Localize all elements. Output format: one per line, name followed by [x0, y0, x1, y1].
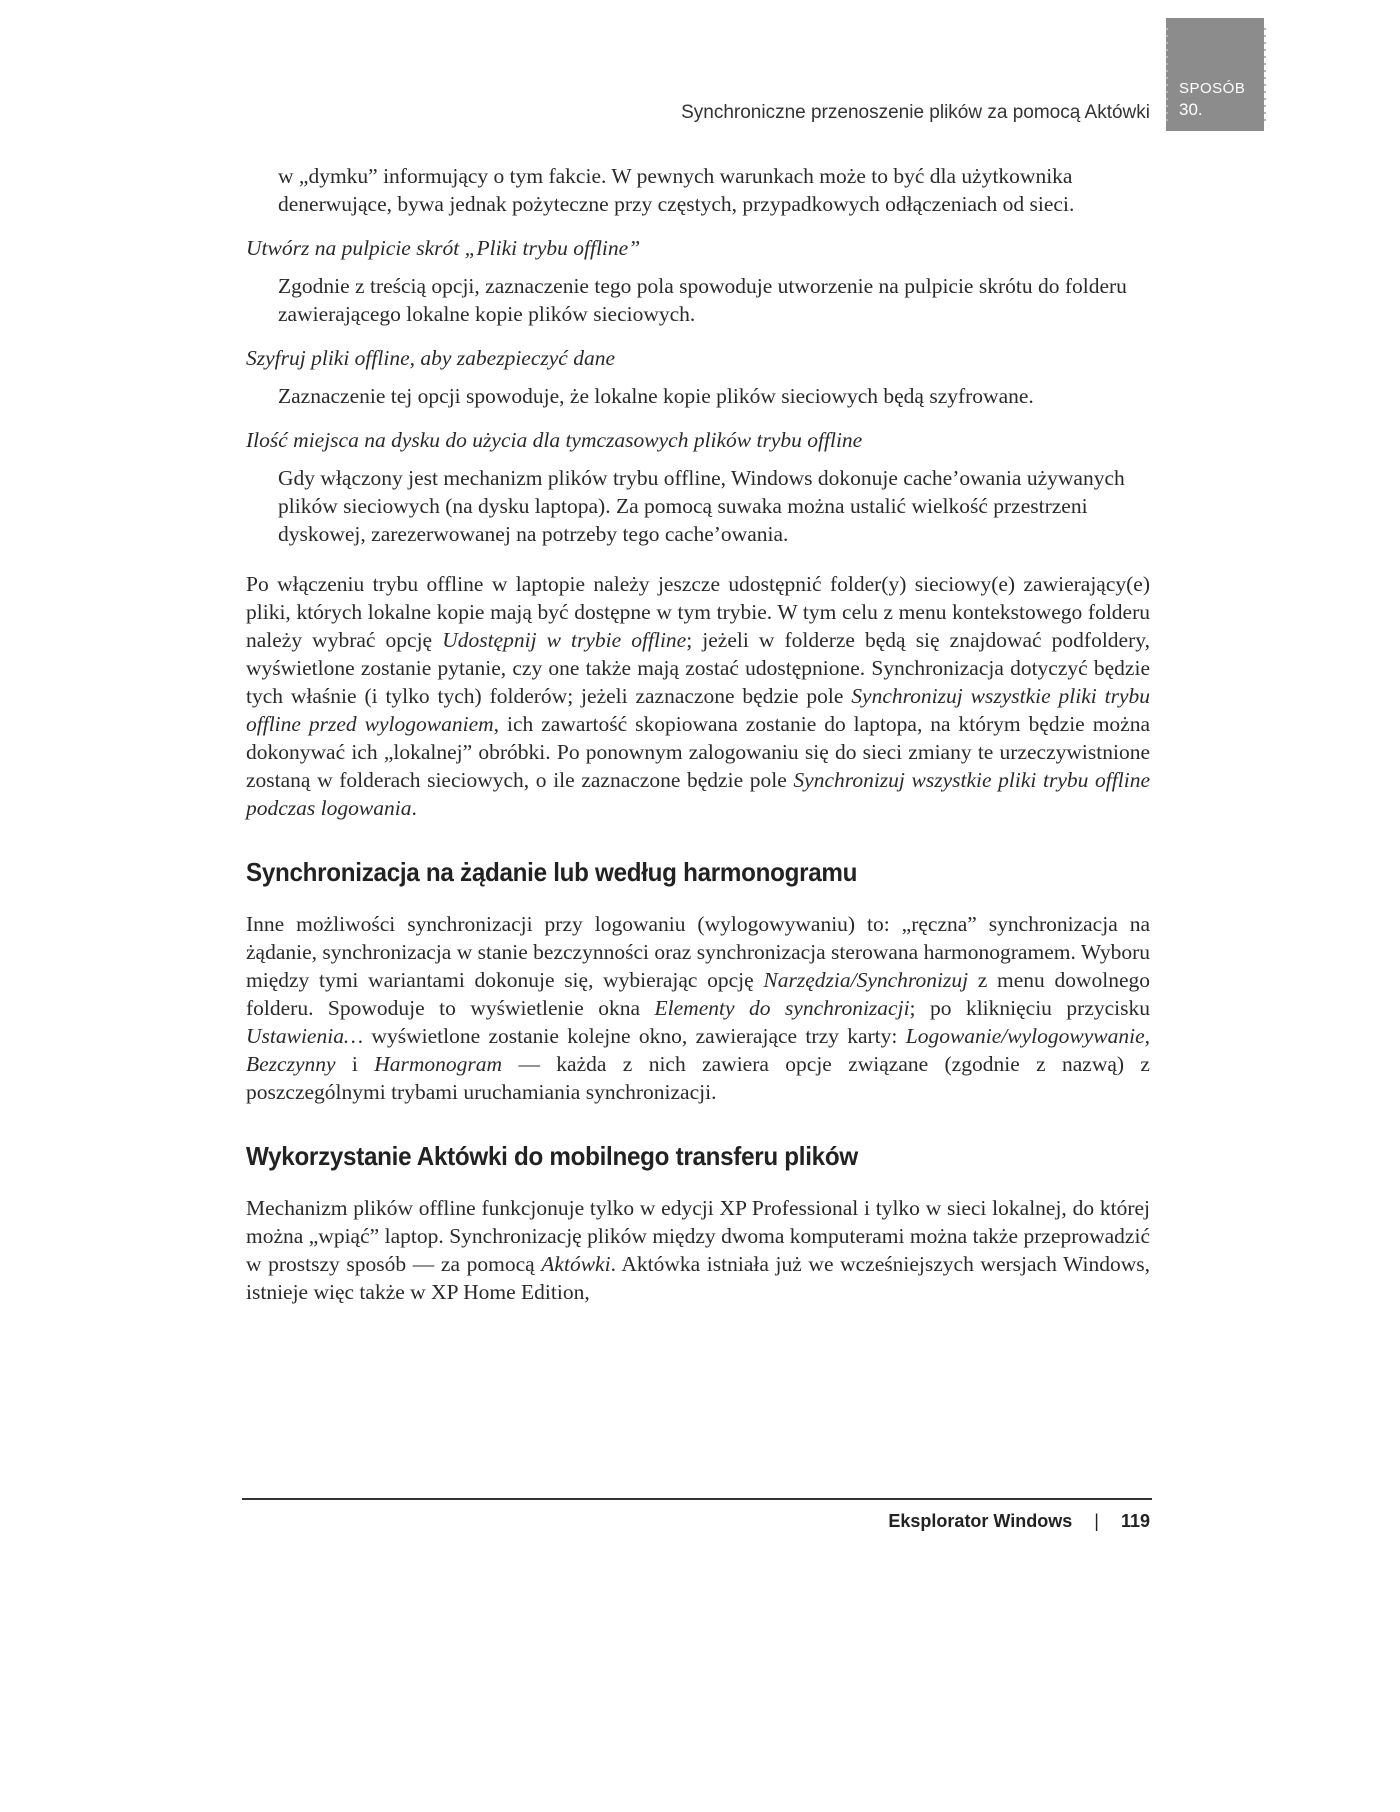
- sposob-number: 30.: [1179, 100, 1203, 119]
- text-run: .: [411, 796, 417, 820]
- checkbox-option-name: Synchronizuj wszystkie pliki trybu offline przed wylogowaniem: [246, 684, 1150, 736]
- button-name: Ustawienia…: [246, 1024, 364, 1048]
- page-number: 119: [1120, 1511, 1150, 1531]
- footer-rule: [242, 1498, 1152, 1500]
- text-run: ,: [1144, 1024, 1150, 1048]
- window-name: Elementy do synchronizacji: [654, 996, 910, 1020]
- feature-name: Aktówki: [541, 1252, 611, 1276]
- menu-path: Narzędzia/Synchronizuj: [763, 968, 969, 992]
- text-run: ; jeżeli w folderze będą się znajdować podfoldery, wyświetlone zostanie pytanie, czy one także mają zostać udostępnione. Synchronizacja dotyczyć będzie tych właśnie (i tylko tych) folderów; jeżeli zaznaczone będzie pole: [246, 628, 1150, 708]
- text-run: wyświetlone zostanie kolejne okno, zawierające trzy karty:: [363, 1024, 906, 1048]
- intro-paragraph: w „dymku” informujący o tym fakcie. W pewnych warunkach może to być dla użytkownika denerwujące, bywa jednak pożyteczne przy częstych, przypadkowych odłączeniach od sieci.: [278, 164, 1075, 216]
- text-run: z menu dowolnego folderu. Spowoduje to wyświetlenie okna: [246, 968, 1150, 1020]
- tab-name: Bezczynny: [246, 1052, 336, 1076]
- text-run: Mechanizm plików offline funkcjonuje tylko w edycji XP Professional i tylko w sieci lokalnej, do której można „wpiąć” laptop. Synchronizację plików między dwoma komputerami można także przeprowadzić w prostszy sposób — za pomocą: [246, 1196, 1150, 1276]
- section-heading-2: Wykorzystanie Aktówki do mobilnego transferu plików: [246, 1141, 858, 1171]
- sposob-tab: [1166, 18, 1264, 131]
- checkbox-option-name: Synchronizuj wszystkie pliki trybu offline podczas logowania: [246, 768, 1150, 820]
- text-run: , ich zawartość skopiowana zostanie do laptopa, na którym będzie można dokonywać ich „lokalnej” obróbki. Po ponownym zalogowaniu się do sieci zmiany te urzeczywistnione zostaną w folderach sieciowych, o ile zaznaczone będzie pole: [246, 712, 1151, 792]
- text-run: — każda z nich zawiera opcje związane (zgodnie z nazwą) z poszczególnymi trybami uruchamiania synchronizacji.: [246, 1052, 1150, 1104]
- option-term: Utwórz na pulpicie skrót „Pliki trybu offline”: [246, 236, 641, 260]
- tab-dots-right: [1264, 28, 1266, 123]
- tab-name: Logowanie/wylogowywanie: [905, 1024, 1145, 1048]
- footer-separator: |: [1094, 1511, 1099, 1531]
- section-heading-1: Synchronizacja na żądanie lub według harmonogramu: [246, 857, 858, 887]
- sposob-label: SPOSÓB: [1179, 80, 1246, 97]
- menu-option-name: Udostępnij w trybie offline: [442, 628, 687, 652]
- text-run: . Aktówka istniała już we wcześniejszych wersjach Windows, istnieje więc także w XP Home Edition,: [246, 1252, 1150, 1304]
- running-head: Synchroniczne przenoszenie plików za pomocą Aktówki: [681, 102, 1150, 123]
- tab-dots-left: [1166, 28, 1168, 123]
- footer-chapter: Eksplorator Windows: [888, 1511, 1073, 1531]
- page-content: [246, 162, 1150, 1306]
- body-paragraph-1: [246, 570, 1150, 822]
- text-run: Inne możliwości synchronizacji przy logowaniu (wylogowywaniu) to: „ręczna” synchronizacja na żądanie, synchronizacja w stanie bezczynności oraz synchronizacja sterowana harmonogramem. Wyboru między tymi wariantami dokonuje się, wybierając opcję: [246, 912, 1150, 992]
- option-term: Szyfruj pliki offline, aby zabezpieczyć dane: [246, 346, 615, 370]
- option-definition: Zgodnie z treścią opcji, zaznaczenie tego pola spowoduje utworzenie na pulpicie skrótu do folderu zawierającego lokalne kopie plików sieciowych.: [278, 274, 1127, 326]
- body-paragraph-2: [246, 910, 1150, 1106]
- option-term: Ilość miejsca na dysku do użycia dla tymczasowych plików trybu offline: [246, 428, 863, 452]
- text-run: i: [335, 1052, 375, 1076]
- body-paragraph-3: [246, 1194, 1150, 1306]
- page-footer: [700, 1511, 1150, 1532]
- text-run: Po włączeniu trybu offline w laptopie należy jeszcze udostępnić folder(y) sieciowy(e) zawierający(e) pliki, których lokalne kopie mają być dostępne w tym trybie. W tym celu z menu kontekstowego folderu należy wybrać opcję: [246, 572, 1150, 652]
- text-run: ; po kliknięciu przycisku: [909, 996, 1150, 1020]
- tab-name: Harmonogram: [374, 1052, 503, 1076]
- option-definition: Gdy włączony jest mechanizm plików trybu offline, Windows dokonuje cache’owania używanych plików sieciowych (na dysku laptopa). Za pomocą suwaka można ustalić wielkość przestrzeni dyskowej, zarezerwowanej na potrzeby tego cache’owania.: [278, 466, 1125, 546]
- option-definition: Zaznaczenie tej opcji spowoduje, że lokalne kopie plików sieciowych będą szyfrowane.: [278, 384, 1034, 408]
